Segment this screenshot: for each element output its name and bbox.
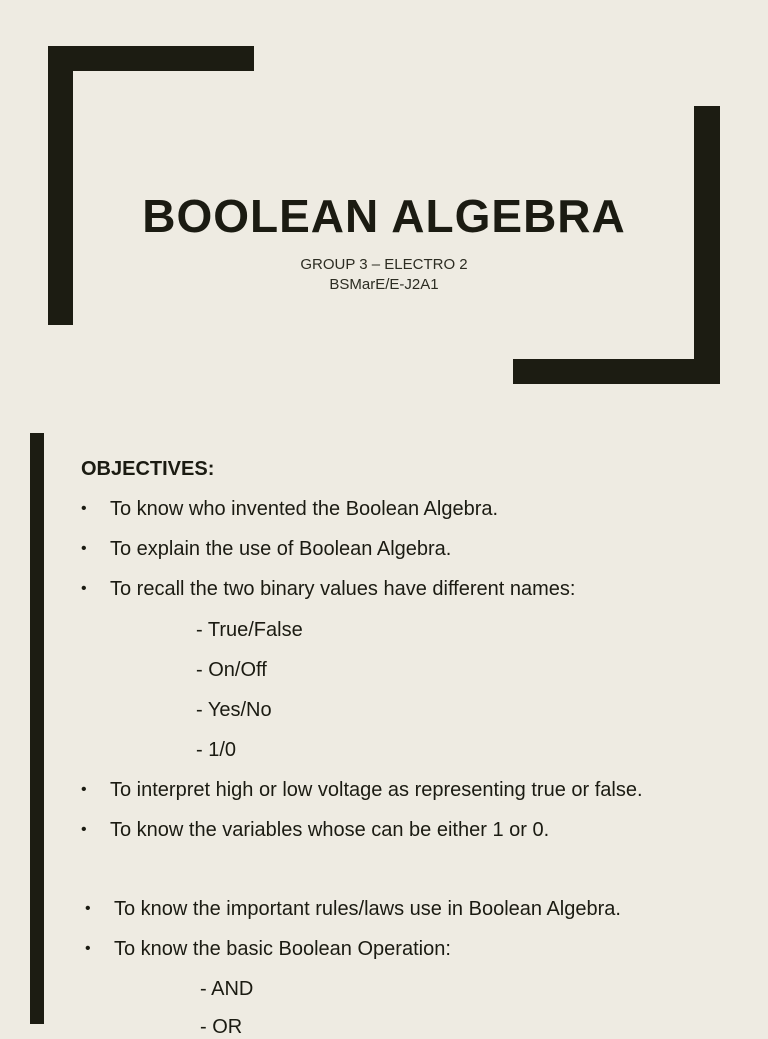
bullet-icon: • [81,540,87,557]
title-slide [0,0,768,410]
objective-item: To know the important rules/laws use in Boolean Algebra. [114,898,621,920]
slide-side-bar [30,433,44,866]
objectives-heading: OBJECTIVES: [81,458,215,480]
bullet-icon: • [85,940,91,957]
sub-item: - AND [200,978,254,1000]
objective-item: To explain the use of Boolean Algebra. [110,538,452,560]
objective-item: To know the basic Boolean Operation: [114,938,451,960]
objective-item: To recall the two binary values have different names: [110,578,576,600]
sub-item: - True/False [196,619,303,641]
bullet-icon: • [81,781,87,798]
objectives-slide [0,410,768,866]
bullet-icon: • [81,821,87,838]
slide-title: BOOLEAN ALGEBRA [142,190,626,242]
bullet-icon: • [81,500,87,517]
frame-bottom-right-vertical-bar [694,106,720,384]
objective-item: To know the variables whose can be either 1 or 0. [110,819,550,841]
slide-side-bar [30,866,44,1024]
subtitle-group: GROUP 3 – ELECTRO 2 [300,256,468,273]
bullet-icon: • [85,900,91,917]
subtitle-section: BSMarE/E-J2A1 [329,276,439,293]
objective-item: To interpret high or low voltage as representing true or false. [110,779,643,801]
continued-objectives-slide [0,866,768,1038]
sub-item: - Yes/No [196,699,272,721]
sub-item: - On/Off [196,659,267,681]
objective-item: To know who invented the Boolean Algebra. [110,498,499,520]
frame-top-left-horizontal-bar [48,46,254,71]
sub-item: - OR [200,1016,243,1038]
bullet-icon: • [81,580,87,597]
sub-item: - 1/0 [196,739,237,761]
frame-bottom-right-horizontal-bar [513,359,720,384]
